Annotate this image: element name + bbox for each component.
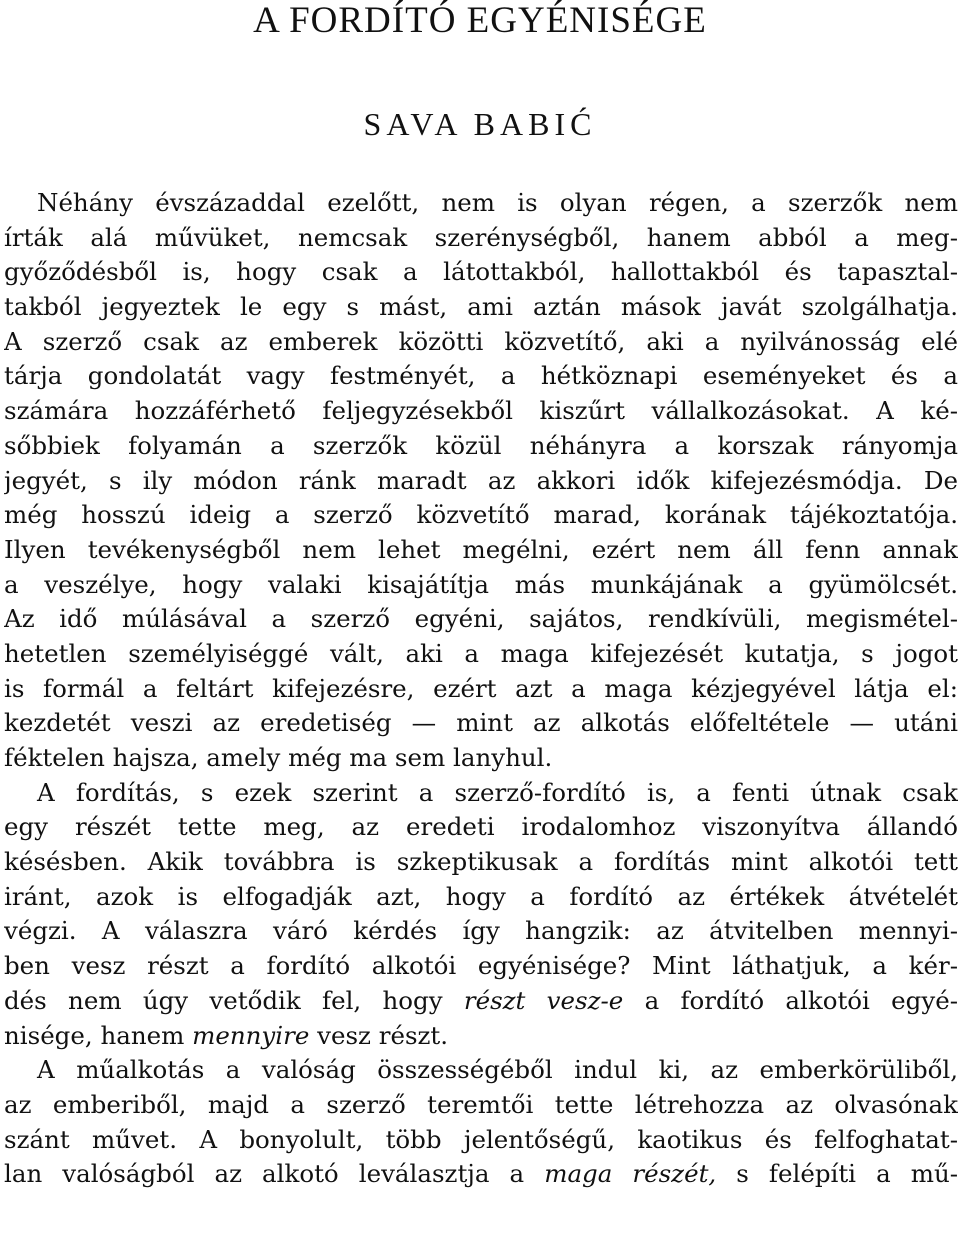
text-line: Az idő múlásával a szerző egyéni, sajátos, rendkívüli, megismétel- <box>4 604 958 634</box>
text-line <box>4 1157 958 1192</box>
text-segment: s felépíti a mű- <box>736 1159 958 1189</box>
text-line: végzi. A válaszra váró kérdés így hangzik: az átvitelben mennyi- <box>4 916 958 946</box>
text-line: késésben. Akik továbbra is szkeptikusak a fordítás mint alkotói tett <box>4 847 958 877</box>
text-line: jegyét, s ily módon ránk maradt az akkori idők kifejezésmódja. De <box>4 465 958 495</box>
text-segment: lan valóságból az alkotó leválasztja a <box>4 1159 525 1189</box>
text-line: takból jegyeztek le egy s mást, ami aztán mások javát szolgálhatja. <box>4 292 958 322</box>
text-line: sőbbiek folyamán a szerzők közül néhányra a korszak rányomja <box>4 430 958 460</box>
text-line: kezdetét veszi az eredetiség — mint az alkotás előfeltétele — utáni <box>4 708 958 738</box>
text-line: A szerző csak az emberek közötti közvetítő, aki a nyilvánosság elé <box>4 326 958 356</box>
text-line: Néhány évszázaddal ezelőtt, nem is olyan régen, a szerzők nem <box>37 188 958 217</box>
text-line: írták alá művüket, nemcsak szerénységből, hanem abból a meg- <box>4 222 958 252</box>
text-line <box>4 984 958 1019</box>
text-line: még hosszú ideig a szerző közvetítő marad, korának tájékoztatója. <box>4 500 958 530</box>
text-line: a veszélye, hogy valaki kisajátítja más munkájának a gyümölcsét. <box>4 569 958 599</box>
text-line: féktelen hajsza, amely még ma sem lanyhul. <box>4 743 553 772</box>
text-line: egy részét tette meg, az eredeti irodalomhoz viszonyítva állandó <box>4 812 958 842</box>
text-segment: nisége, hanem <box>4 1020 185 1050</box>
text-segment: dés nem úgy vetődik fel, hogy <box>4 985 443 1015</box>
text-line: Ilyen tevékenységből nem lehet megélni, ezért nem áll fenn annak <box>4 534 958 564</box>
italic-phrase: maga részét, <box>544 1159 717 1189</box>
text-line: A fordítás, s ezek szerint a szerző-fordító is, a fenti útnak csak <box>37 777 958 807</box>
text-line: tárja gondolatát vagy festményét, a hétköznapi eseményeket és a <box>4 361 958 391</box>
italic-phrase: mennyire <box>192 1020 310 1050</box>
author-name: SAVA BABIĆ <box>363 106 597 142</box>
text-line <box>4 1019 958 1054</box>
text-line: A műalkotás a valóság összességéből indul ki, az emberkörüliből, <box>37 1055 958 1085</box>
text-line: győződésből is, hogy csak a látottakból, hallottakból és tapasztal- <box>4 257 958 287</box>
body-text <box>4 186 958 1192</box>
text-line: is formál a feltárt kifejezésre, ezért azt a maga kézjegyével látja el: <box>4 673 958 703</box>
text-segment: vesz részt. <box>317 1020 449 1050</box>
page-title: A FORDÍTÓ EGYÉNISÉGE <box>253 0 707 41</box>
text-segment: a fordító alkotói egyé- <box>644 985 958 1015</box>
text-line: az emberiből, majd a szerző teremtői tette létrehozza az olvasónak <box>4 1089 958 1119</box>
text-line: iránt, azok is elfogadják azt, hogy a fordító az értékek átvételét <box>4 881 958 911</box>
text-line: szánt művet. A bonyolult, több jelentőségű, kaotikus és felfoghatat- <box>4 1124 958 1154</box>
text-line: számára hozzáférhető feljegyzésekből kiszűrt vállalkozásokat. A ké- <box>4 396 958 426</box>
italic-phrase: részt vesz-e <box>463 985 624 1015</box>
text-line: hetetlen személyiséggé vált, aki a maga kifejezését kutatja, s jogot <box>4 638 958 668</box>
text-line: ben vesz részt a fordító alkotói egyénisége? Mint láthatjuk, a kér- <box>4 951 958 981</box>
